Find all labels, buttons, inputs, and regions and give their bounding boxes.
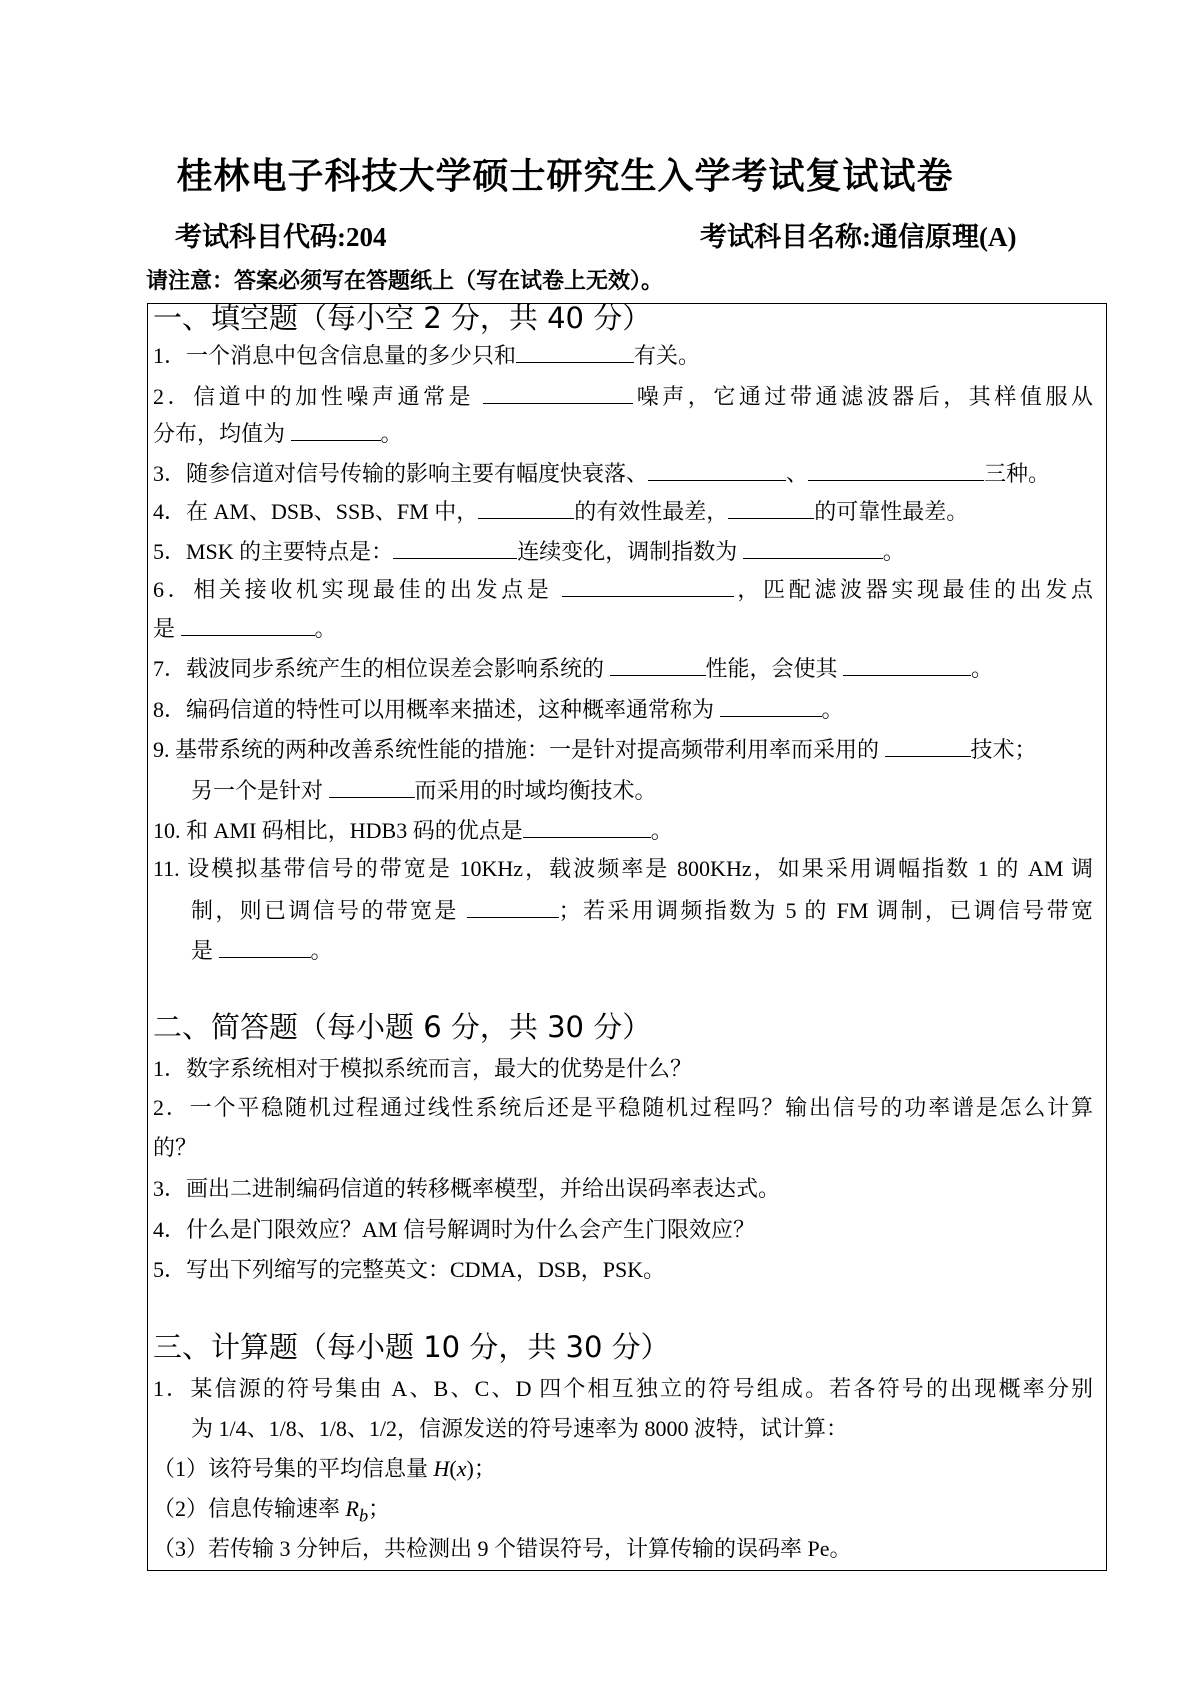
question-text: 3．随参信道对信号传输的影响主要有幅度快衰落、 (153, 461, 649, 486)
question-text: 7．载波同步系统产生的相位误差会影响系统的 (153, 656, 610, 681)
question-text: 2．信道中的加性噪声通常是 (153, 384, 484, 409)
question-line (153, 458, 1093, 489)
notice: 请注意：答案必须写在答题纸上（写在试卷上无效）。 (146, 269, 664, 294)
question-text: 。 (380, 421, 403, 446)
question-line (191, 935, 1093, 966)
question-text: 的可靠性最差。 (814, 499, 969, 524)
question-text: 的？ (153, 1135, 198, 1160)
question-line (153, 1534, 1093, 1564)
question-line (153, 496, 1093, 527)
question-text: 性能，会使其 (705, 656, 844, 681)
subject-name: 考试科目名称:通信原理(A) (700, 222, 1017, 252)
question-text: 。 (314, 616, 337, 641)
question-text: 、 (786, 461, 809, 486)
question-text: （1）该符号集的平均信息量 (153, 1456, 434, 1481)
question-text: 10. 和 AMI 码相比，HDB3 码的优点是 (153, 818, 523, 843)
answer-blank (728, 496, 814, 519)
answer-blank (516, 340, 634, 363)
question-text: 为 1/4、1/8、1/8、1/2，信源发送的符号速率为 8000 波特，试计算： (191, 1416, 848, 1441)
question-text: 三、计算题（每小题 10 分，共 30 分） (153, 1330, 670, 1364)
question-text: 。 (821, 697, 844, 722)
question-line (153, 418, 1093, 449)
question-text: （2）信息传输速率 (153, 1496, 346, 1521)
question-text: 是 (153, 616, 181, 641)
question-line (153, 340, 1093, 371)
question-text: 2．一个平稳随机过程通过线性系统后还是平稳随机过程吗？输出信号的功率谱是怎么计算 (153, 1095, 1093, 1120)
question-line (153, 1215, 1093, 1245)
question-text: 8．编码信道的特性可以用概率来描述，这种概率通常称为 (153, 697, 720, 722)
question-line (153, 536, 1093, 567)
answer-blank (219, 935, 311, 958)
question-text: 9. 基带系统的两种改善系统性能的措施：一是针对提高频带利用率而采用的 (153, 737, 885, 762)
question-text: 。 (882, 539, 905, 564)
answer-blank (329, 775, 415, 798)
question-text: 5．MSK 的主要特点是： (153, 539, 394, 564)
question-line (153, 854, 1093, 884)
question-line (153, 734, 1093, 765)
answer-blank (393, 536, 517, 559)
question-text: 另一个是针对 (191, 778, 329, 803)
answer-blank (885, 734, 971, 757)
question-text: 二、简答题（每小题 6 分，共 30 分） (153, 1010, 652, 1044)
question-text: 4．什么是门限效应？AM 信号解调时为什么会产生门限效应？ (153, 1217, 755, 1242)
question-line (153, 1093, 1093, 1123)
question-text: 而采用的时域均衡技术。 (414, 778, 657, 803)
question-text: 制，则已调信号的带宽是 (191, 898, 467, 923)
question-line (153, 1374, 1093, 1404)
question-text: 6．相关接收机实现最佳的出发点是 (153, 577, 562, 602)
question-text: 1．一个消息中包含信息量的多少只和 (153, 343, 517, 368)
question-text: 噪声，它通过带通滤波器后，其样值服从 (633, 384, 1093, 409)
question-line (153, 1174, 1093, 1204)
answer-blank (808, 458, 984, 481)
question-line (191, 895, 1093, 926)
question-text: ，匹配滤波器实现最佳的出发点 (733, 577, 1093, 602)
subject-code: 考试科目代码:204 (175, 222, 387, 252)
question-text: 5．写出下列缩写的完整英文：CDMA，DSB，PSK。 (153, 1257, 666, 1282)
answer-blank (478, 496, 574, 519)
question-text: 有关。 (634, 343, 701, 368)
question-text: 11. 设模拟基带信号的带宽是 10KHz，载波频率是 800KHz，如果采用调幅指数 1 的 AM 调 (153, 856, 1093, 881)
question-text: 4．在 AM、DSB、SSB、FM 中， (153, 499, 479, 524)
question-line (153, 694, 1093, 725)
answer-blank (562, 574, 734, 597)
answer-blank (843, 653, 971, 676)
question-text: 是 (191, 938, 219, 963)
question-line (153, 1133, 1093, 1163)
question-line (153, 1454, 1093, 1484)
section-heading (153, 1332, 1093, 1362)
question-text: 分布，均值为 (153, 421, 291, 446)
question-text: )； (466, 1456, 496, 1481)
question-line (153, 574, 1093, 605)
question-text: （3）若传输 3 分钟后，共检测出 9 个错误符号，计算传输的误码率 Pe。 (153, 1536, 852, 1561)
answer-blank (467, 895, 559, 918)
question-line (153, 1255, 1093, 1285)
question-line (153, 613, 1093, 644)
math-symbol: x (456, 1456, 467, 1481)
question-text: 。 (650, 818, 673, 843)
answer-blank (181, 613, 315, 636)
question-text: ； (368, 1496, 391, 1521)
question-text: 技术； (970, 737, 1037, 762)
question-text: 一、填空题（每小空 2 分，共 40 分） (153, 301, 652, 335)
question-line (153, 1054, 1093, 1084)
question-line (153, 653, 1093, 684)
question-line (153, 815, 1093, 846)
section-heading (153, 1012, 1093, 1042)
question-text: 。 (971, 656, 994, 681)
answer-blank (648, 458, 786, 481)
question-text: 1．某信源的符号集由 A、B、C、D 四个相互独立的符号组成。若各符号的出现概率分别 (153, 1376, 1093, 1401)
math-subscript: b (358, 1505, 369, 1526)
question-text: 。 (310, 938, 333, 963)
answer-blank (743, 536, 883, 559)
math-symbol: H (433, 1456, 450, 1481)
exam-title: 桂林电子科技大学硕士研究生入学考试复试试卷 (176, 156, 954, 196)
question-text: 3．画出二进制编码信道的转移概率模型，并给出误码率表达式。 (153, 1176, 781, 1201)
answer-blank (523, 815, 651, 838)
math-symbol: $R_b$ (345, 1496, 369, 1526)
question-text: 1．数字系统相对于模拟系统而言，最大的优势是什么？ (153, 1056, 693, 1081)
question-text: 连续变化，调制指数为 (517, 539, 743, 564)
section-heading (153, 303, 1093, 333)
answer-blank (291, 418, 381, 441)
question-text: 的有效性最差， (574, 499, 729, 524)
question-text: ；若采用调频指数为 5 的 FM 调制，已调信号带宽 (558, 898, 1093, 923)
question-line (191, 775, 1093, 806)
question-text: 三种。 (984, 461, 1051, 486)
question-line (191, 1414, 1093, 1444)
question-line (153, 381, 1093, 412)
question-text: ( (449, 1456, 457, 1481)
answer-blank (483, 381, 633, 404)
answer-blank (610, 653, 706, 676)
answer-blank (720, 694, 822, 717)
question-line (153, 1494, 1093, 1530)
